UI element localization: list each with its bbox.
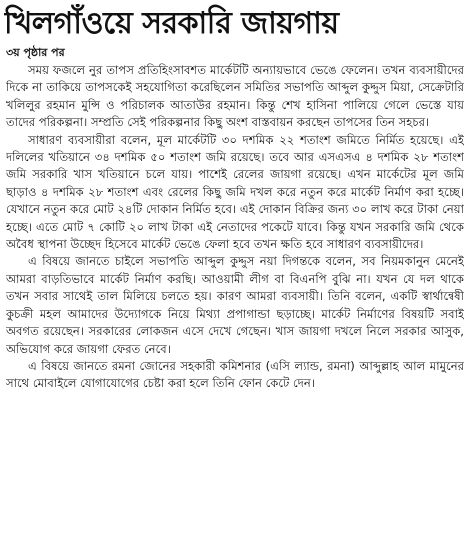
paragraph-1: সময় ফজলে নুর তাপস প্রতিহিংসাবশত মার্কেটটি অন্যায়ভাবে ভেঙে ফেলেন। তখন ব্যবসায়ীদের দিকে না তাকিয়ে তাপসকেই সহযোগিতা করেছিলেন সমিতির সভাপতি আব্দুল কুদ্দুস মিয়া, সেক্রেটারি খলিলুর রহমান মুন্সি ও পরিচালক আতাউর রহমান। কিন্তু শেখ হাসিনা পালিয়ে গেলে ভেস্তে যায় তাদের পরিকল্পনা। সম্প্রতি সেই পরিকল্পনার কিছু অংশ বাস্তবায়ন করছেন তাপসের তিন সহচর।: [6, 63, 464, 130]
paragraph-3: এ বিষয়ে জানতে চাইলে সভাপতি আব্দুল কুদ্দুস নয়া দিগন্তকে বলেন, সব নিয়মকানুন মেনেই আমরা বাড়তিভাবে মার্কেট নির্মাণ করছি। আওয়ামী লীগ বা বিএনপি বুঝি না। যখন যে দল থাকে তখন সবার সাথেই তাল মিলিয়ে চলতে হয়। কারণ আমরা ব্যবসায়ী। তিনি বলেন, একটি স্বার্থান্বেষী কুচক্রী মহল আমাদের উদ্যোগকে নিয়ে মিথ্যা প্রপাগান্ডা ছড়াচ্ছে। মার্কেট নির্মাণের বিষয়টি সবাই অবগত রয়েছেন। সরকারের লোকজন এসে দেখে গেছেন। খাস জায়গা দখলে নিলে সরকার আসুক, অভিযোগ করে জায়গা ফেরত নেবে।: [6, 254, 464, 356]
paragraph-2: সাধারণ ব্যবসায়ীরা বলেন, মূল মার্কেটটি ৩০ দশমিক ২২ শতাংশ জমিতে নির্মিত হয়েছে। এই দলিলের খতিয়ানে ৩৪ দশমিক ৫০ শতাংশ জমি রয়েছে। তবে আর এসএসএ ৪ দশমিক ২৮ শতাংশ জমি সরকারি খাস খতিয়ানে চলে যায়। পাশেই রেলের জায়গা রয়েছে। এখন মার্কেটের মূল জমি ছাড়াও ৪ দশমিক ২৮ শতাংশ এবং রেলের কিছু জমি দখল করে নতুন করে মার্কেট নির্মাণ করা হচ্ছে। যেখানে নতুন করে মোট ২৪টি দোকান নির্মিত হবে। এই দোকান বিক্রির জন্য ৩০ লাখ করে টাকা নেয়া হচ্ছে। এতে মোট ৭ কোটি ২০ লাখ টাকা এই নেতাদের পকেটে যাবে। কিন্তু যখন সরকারি জমি থেকে অবৈধ স্থাপনা উচ্ছেদ হিসেবে মার্কেট ভেঙে ফেলা হবে তখন ক্ষতি হবে সাধারণ ব্যবসায়ীদের।: [6, 132, 464, 252]
continued-from-label: ৩য় পৃষ্ঠার পর: [6, 46, 65, 59]
paragraph-4: এ বিষয়ে জানতে রমনা জোনের সহকারী কমিশনার (এসি ল্যান্ড, রমনা) আব্দুল্লাহ আল মামুনের সাথে মোবাইলে যোগাযোগের চেষ্টা করা হলে তিনি ফোন কেটে দেন।: [6, 358, 464, 391]
article-body: [6, 62, 464, 552]
headline: খিলগাঁওয়ে সরকারি জায়গায়: [4, 6, 339, 41]
